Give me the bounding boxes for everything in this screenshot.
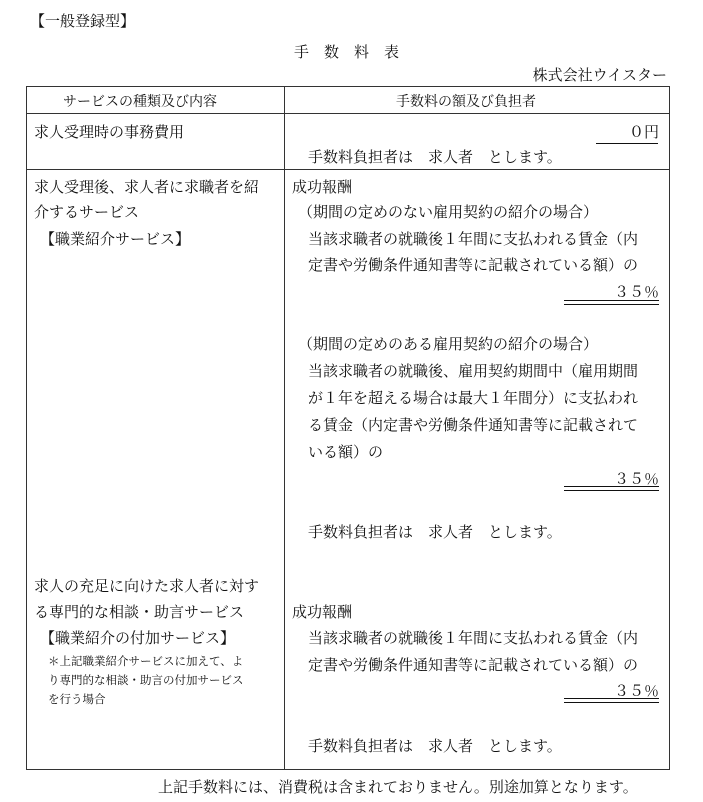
- row-divider: [26, 169, 669, 170]
- document-type-label: 【一般登録型】: [30, 12, 136, 30]
- header-service: サービスの種類及び内容: [63, 94, 217, 110]
- row3-service-line: 求人の充足に向けた求人者に対す: [34, 577, 260, 595]
- row2-case2-rate: ３５％: [613, 470, 659, 488]
- row3-note-line: り専門的な相談・助言の付加サービス: [48, 673, 244, 687]
- row3-rate: ３５％: [613, 682, 659, 700]
- row2-case2-line: 当該求職者の就職後、雇用契約期間中（雇用期間: [308, 362, 639, 380]
- row2-case2-line: る賃金（内定書や労働条件通知書等に記載されて: [308, 416, 639, 434]
- column-divider: [284, 86, 285, 769]
- row1-payer: 手数料負担者は 求人者 とします。: [308, 148, 562, 166]
- row3-note-line: ＊上記職業紹介サービスに加えて、よ: [48, 654, 244, 668]
- row2-service-tag: 【職業紹介サービス】: [40, 230, 191, 248]
- row3-service-line: る専門的な相談・助言サービス: [34, 603, 245, 621]
- row2-payer: 手数料負担者は 求人者 とします。: [308, 523, 562, 541]
- row1-amount: ０円: [628, 123, 659, 141]
- row2-service-line: 介するサービス: [34, 203, 140, 221]
- company-name: 株式会社ウイスター: [532, 66, 667, 84]
- row2-case2-title: （期間の定めのある雇用契約の紹介の場合）: [298, 335, 599, 353]
- amount-underline: [596, 143, 658, 144]
- header-divider: [26, 113, 669, 114]
- row2-service-line: 求人受理後、求人者に求職者を紹: [34, 178, 260, 196]
- rate-double-underline: [564, 698, 659, 703]
- rate-double-underline: [564, 300, 659, 305]
- row2-case1-line: 定書や労働条件通知書等に記載されている額）の: [308, 256, 639, 274]
- row3-fee-heading: 成功報酬: [292, 603, 353, 621]
- row3-fee-line: 当該求職者の就職後１年間に支払われる賃金（内: [308, 629, 639, 647]
- row3-note-line: を行う場合: [48, 692, 106, 706]
- row3-service-tag: 【職業紹介の付加サービス】: [40, 629, 236, 647]
- row1-service: 求人受理時の事務費用: [34, 123, 185, 141]
- row2-case2-line: いる額）の: [308, 443, 384, 461]
- row2-fee-heading: 成功報酬: [292, 178, 353, 196]
- row2-case1-rate: ３５％: [613, 283, 659, 301]
- row3-payer: 手数料負担者は 求人者 とします。: [308, 737, 562, 755]
- tax-footnote: 上記手数料には、消費税は含まれておりません。別途加算となります。: [158, 778, 638, 796]
- row2-case2-line: が１年を超える場合は最大１年間分）に支払われ: [308, 389, 639, 407]
- page-title: 手 数 料 表: [294, 43, 400, 61]
- header-fee: 手数料の額及び負担者: [396, 94, 536, 110]
- rate-double-underline: [564, 486, 659, 491]
- row2-case1-line: 当該求職者の就職後１年間に支払われる賃金（内: [308, 230, 639, 248]
- row3-fee-line: 定書や労働条件通知書等に記載されている額）の: [308, 656, 639, 674]
- row2-case1-title: （期間の定めのない雇用契約の紹介の場合）: [298, 203, 599, 221]
